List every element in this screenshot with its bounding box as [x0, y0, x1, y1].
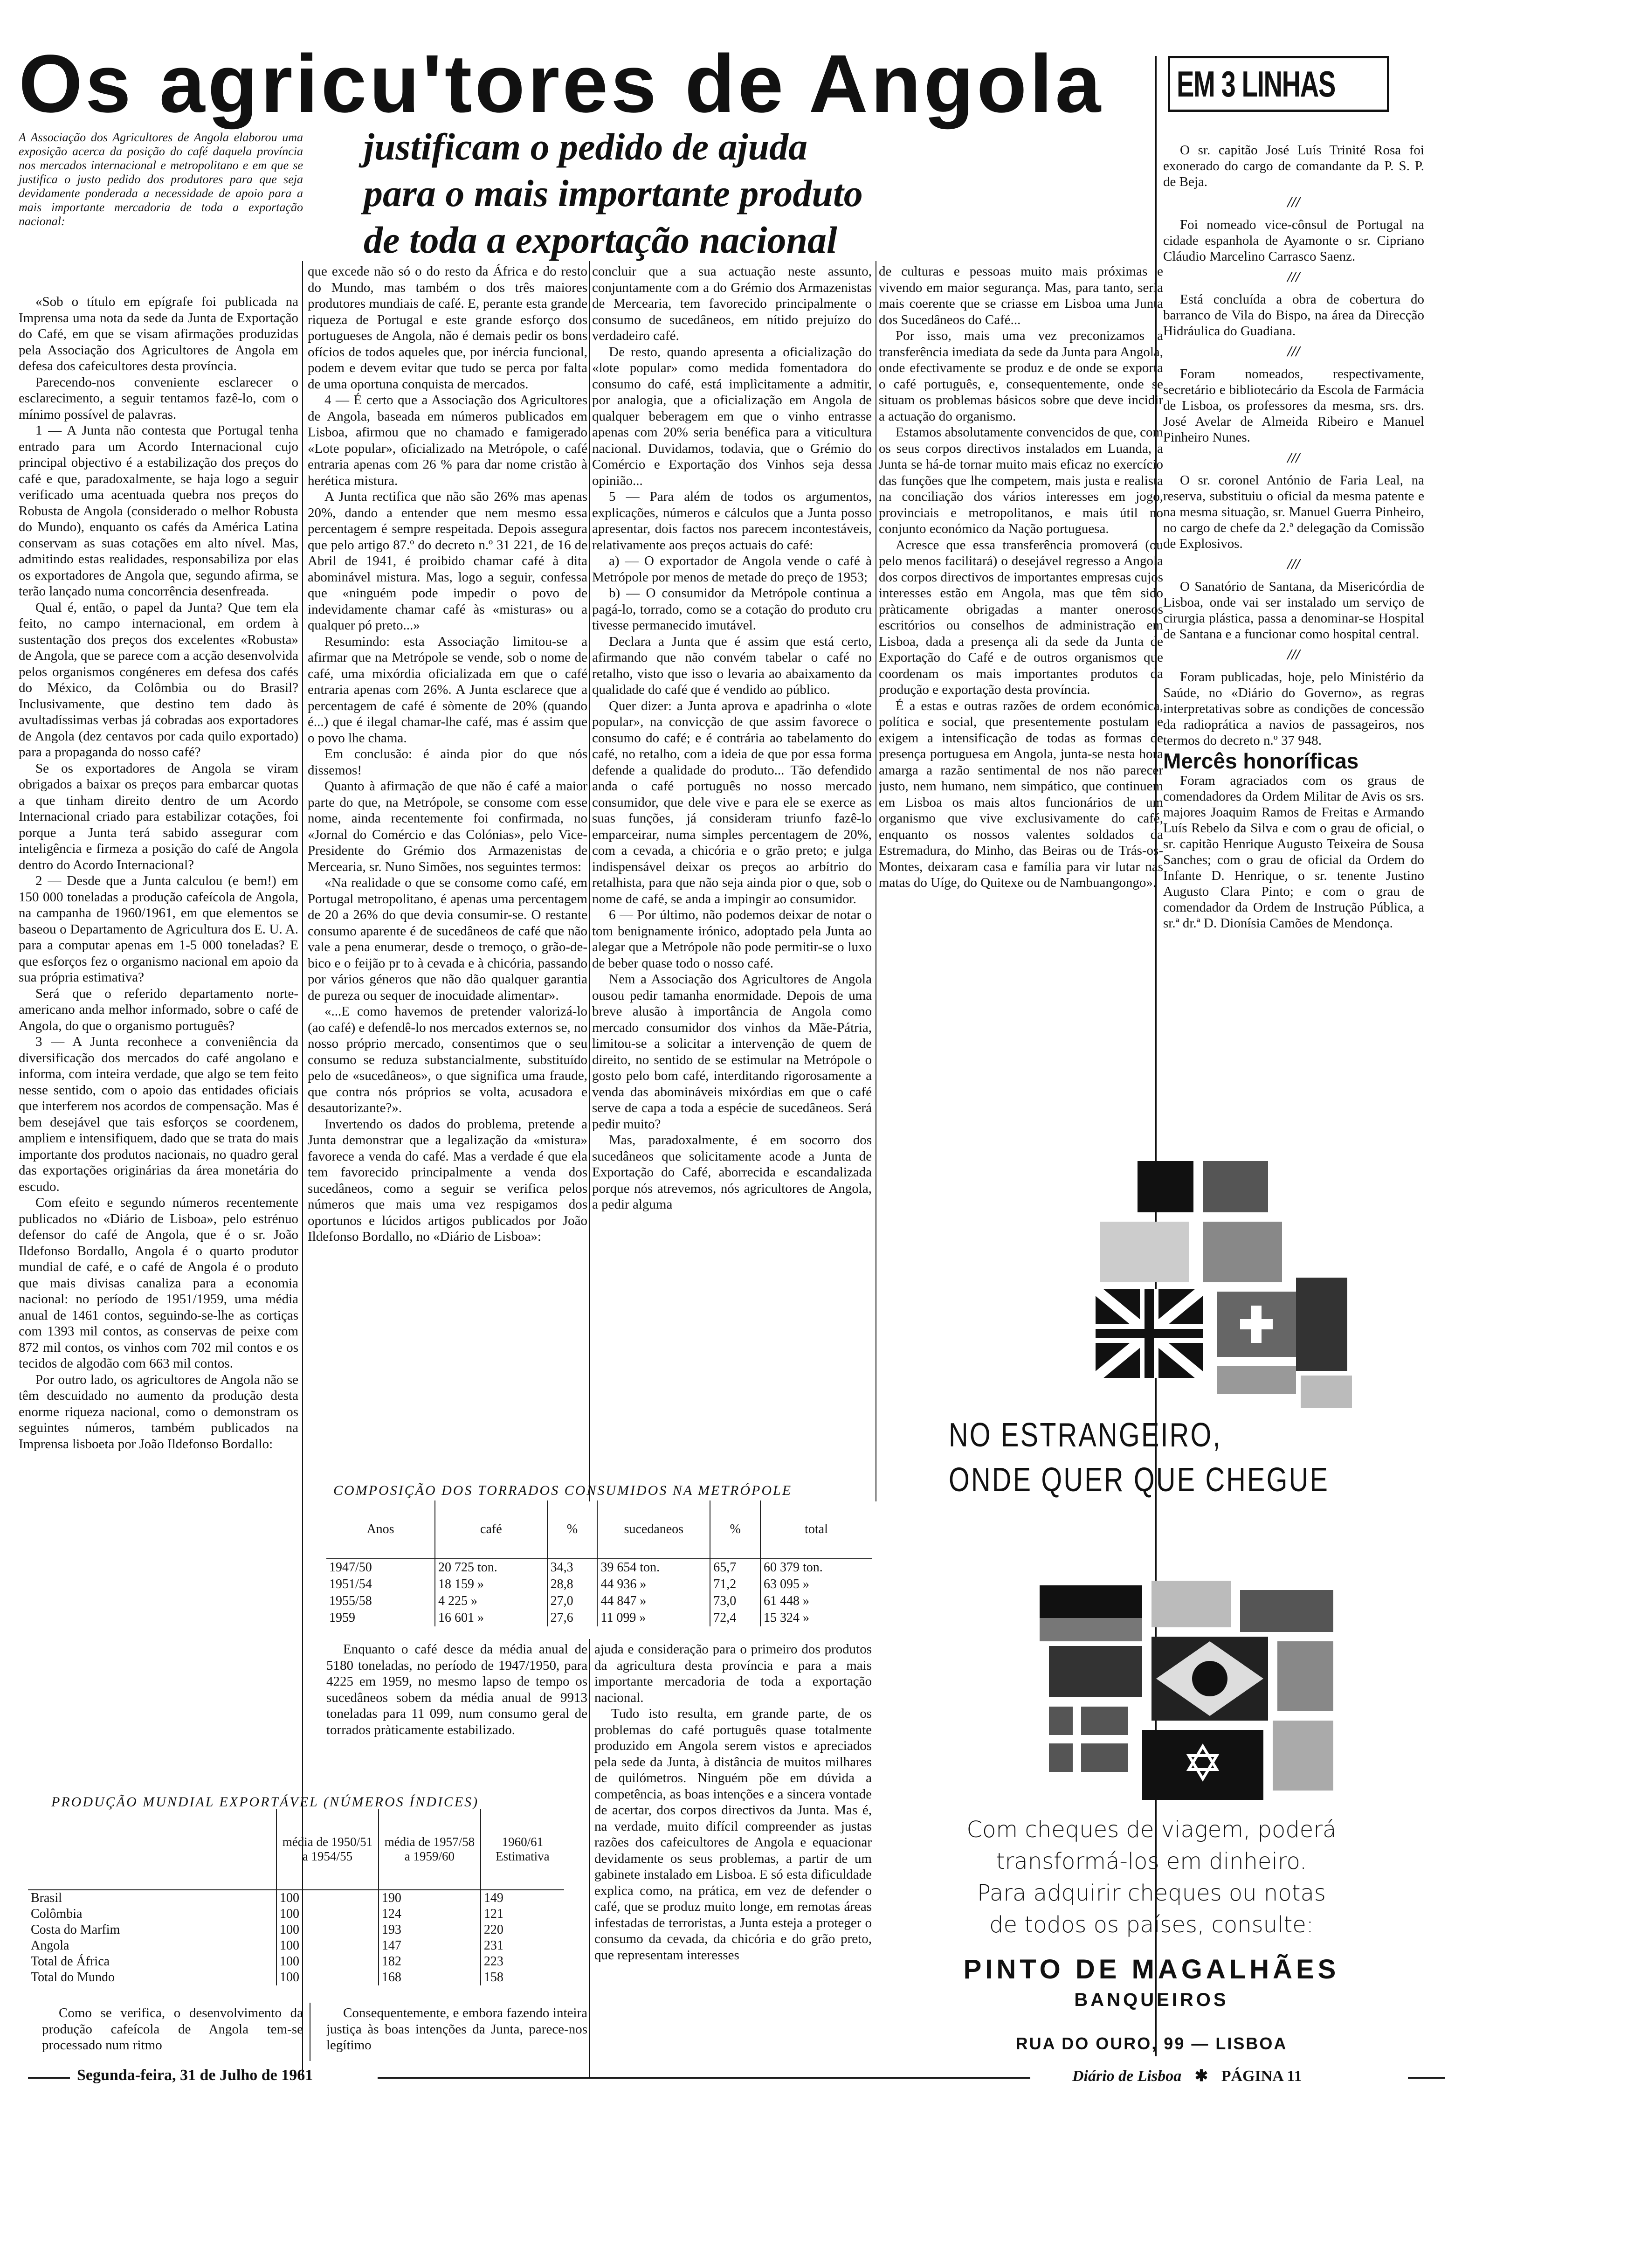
- paragraph: Como se verifica, o desenvolvimento da produção cafeícola de Angola tem-se processado num ritmo: [42, 2005, 303, 2053]
- table-header: média de 1957/58 a 1959/60: [379, 1809, 481, 1890]
- cell: 4 225 »: [435, 1593, 547, 1610]
- paragraph: «Sob o título em epígrafe foi publicada na Imprensa uma nota da sede da Junta de Exportação do Café, em que se visam afirmações produzidas pela Associação dos Agricultores de Angola em defesa dos cafeicultores desta província.: [19, 294, 298, 373]
- cell: 28,8: [547, 1576, 598, 1593]
- paragraph: 2 — Desde que a Junta calculou (e bem!) em 150 000 toneladas a produção cafeícola de Angola, na campanha de 1960/1961, em que elementos se baseou o Departamento de Agricultura dos E. U. A. para a computar apenas em 1-5 000 toneladas? E que esforços fez o organismo nacional em apoio da sua própria estimativa?: [19, 873, 298, 985]
- column-rule: [589, 1639, 590, 2077]
- separator: ///: [1287, 194, 1300, 210]
- subheadline-line-3: de toda a exportação nacional: [364, 219, 837, 261]
- paragraph: De resto, quando apresenta a oficialização do «lote popular» como medida fomentadora do consumo do café, está implìcitamente a admitir, por analogia, que a oficialização em Angola de qualquer beberagem em que o vinho entrasse apenas com 20% seria benéfica para a viticultura nacional. Duvidamos, todavia, que o Grémio do Comércio e Exportação dos Vinhos seja dessa opinião...: [592, 344, 872, 488]
- paragraph: É a estas e outras razões de ordem económica, política e social, que presentemente postulam e exigem a intensificação de todas as formas de presença portuguesa em Angola, junta-se nesta hora amarga a razão sentimental de nos não parecer justo, nem humano, nem simpático, que continuem em Lisboa os mais altos funcionários de um organismo que vive exclusivamente do café, enquanto os nossos valentes soldados da Estremadura, do Minho, das Beiras ou de Trás-os-Montes, deixaram casa e família para vir lutar nas matas do Uíge, do Quitexe ou de Nambuangongo».: [879, 698, 1163, 890]
- column-rule: [589, 261, 590, 1501]
- paragraph: Quer dizer: a Junta aprova e apadrinha o «lote popular», na convicção de que assim favorece o consumo do café; e é contrária ao tabelamento do café, no retalho, com a ideia de que por essa forma defende a qualidade do produto... Tão defendido anda o café português no nosso mercado consumidor, que dele vive e para ele se exerce as suas funções, já consideram triunfo fazê-lo emparceirar, numa simples percentagem de 20%, com a cevada, a chicória e o grão preto; e julga indispensável deixar os preços ao arbítrio do retalhista, para que não seja ainda pior o que, sob o nome de café, se anda a impingir ao consumidor.: [592, 698, 872, 906]
- ad-body: [942, 1814, 1361, 1941]
- cell: 1947/50: [329, 1560, 372, 1575]
- em3linhas-title: EM 3 LINHAS: [1177, 63, 1335, 104]
- headline: Os agricu'tores de Angola: [19, 38, 1104, 130]
- cell: 124: [379, 1906, 481, 1922]
- cell: 182: [379, 1954, 481, 1970]
- em3linhas-briefs: [1163, 142, 1424, 931]
- merces-text: Foram agraciados com os graus de comendadores da Ordem Militar de Avis os srs. majores Joaquim Ramos de Freitas e Armando Luís Rebelo da Silva e com o grau de oficial, o sr. capitão Henrique Augusto Teixeira de Sousa Sanches; com o grau de oficial da Ordem do Infante D. Henrique, o sr. tenente Justino Augusto Clara Pinto; e com o grau de comendador da Ordem de Instrução Pública, a sr.ª dr.ª D. Dionísia Camões de Mendonça.: [1163, 773, 1424, 931]
- paragraph: A Junta rectifica que não são 26% mas apenas 20%, dando a entender que nem mesmo essa percentagem é sempre respeitada. Depois assegura que pelo artigo 87.º do decreto n.º 31 221, de 16 de Abril de 1941, é proibido chamar café à dita abominável mistura. Mas, logo a seguir, confessa que «ninguém pode impedir o povo de indevidamente chamar café às «misturas» ou a qualquer pó preto...»: [308, 489, 587, 633]
- em3linhas-box: [1168, 56, 1389, 112]
- cell: 100: [276, 1890, 379, 1906]
- subheadline: [364, 124, 1156, 263]
- cell: 1951/54: [329, 1577, 372, 1591]
- cell: 1959: [329, 1611, 355, 1625]
- table2: [28, 1809, 564, 1985]
- paragraph: Qual é, então, o papel da Junta? Que tem ela feito, no campo internacional, em ordem à sustentação dos preços dos excelentes «Robusta» de Angola, que se parece com a acção desenvolvida pelos organismos congéneres em defesa dos cafés do México, da Colômbia ou do Brasil? Inclusivamente, que destino tem dado às avultadíssimas verbas já cobradas aos exportadores de Angola (dez centavos por cada quilo exportado) para a propaganda do nosso café?: [19, 600, 298, 760]
- table-row: [28, 1906, 564, 1922]
- brief-item: O Sanatório de Santana, da Misericórdia de Lisboa, onde vai ser instalado um serviço de cirurgia plástica, passa a denominar-se Hospital de Santana e a funcionar como hospital central.: [1163, 579, 1424, 642]
- cell: 100: [276, 1954, 379, 1970]
- table-header: %: [547, 1500, 598, 1559]
- cell: 20 725 ton.: [435, 1559, 547, 1576]
- paragraph: Se os exportadores de Angola se viram obrigados a baixar os preços para embarcar quotas a que tinham direito dentro de um Acordo Internacional criado para estabilizar cotações, foi porque a Junta terá sabido assegurar com inteligência e firmeza a posição do café de Angola dentro do Acordo Internacional?: [19, 761, 298, 872]
- cell: 65,7: [710, 1559, 760, 1576]
- ad-address: RUA DO OURO, 99 — LISBOA: [1015, 2034, 1288, 2053]
- table1-title: COMPOSIÇÃO DOS TORRADOS CONSUMIDOS NA METRÓPOLE: [333, 1483, 793, 1498]
- brief-item: Foi nomeado vice-cônsul de Portugal na cidade espanhola de Ayamonte o sr. Cipriano Cláudio Marcelino Carrasco Saenz.: [1163, 217, 1424, 264]
- separator: ///: [1287, 449, 1300, 466]
- paragraph: Consequentemente, e embora fazendo inteira justiça às boas intenções da Junta, parece-nos legítimo: [326, 2005, 587, 2053]
- table-row: [28, 1970, 564, 1985]
- paragraph: 1 — A Junta não contesta que Portugal tenha entrado para um Acordo Internacional cujo principal objectivo é a estabilização dos preços do café e que, paradoxalmente, se haja logo a seguir verificado uma acentuada quebra nos preços do Robusta de Angola (considerado o melhor Robusta do Mundo), enquanto os cafés da América Latina conservam as suas cotações em alto nível. Mas, admitindo estas realidades, responsabiliza por elas os exportadores de Angola que, segundo afirma, se terão lançado numa concorrência desenfreada.: [19, 423, 298, 599]
- paragraph: Resumindo: esta Associação limitou-se a afirmar que na Metrópole se vende, sob o nome de café, uma mixórdia oficializada em que o café entraria apenas com 26%. A Junta esclarece que a percentagem de café é sòmente de 20% (quando é...) que é ilegal chamar-lhe café, mas é assim que o povo lhe chama.: [308, 634, 587, 746]
- paragraph: ajuda e consideração para o primeiro dos produtos da agricultura desta província e para a mais importante mercadoria de toda a exportação nacional.: [594, 1642, 872, 1705]
- table-row: [28, 1890, 564, 1906]
- cell: 100: [276, 1922, 379, 1938]
- table1: [326, 1500, 872, 1626]
- paragraph: Com efeito e segundo números recentemente publicados no «Diário de Lisboa», pelo estrénuo defensor do café de Angola, que é o sr. João Ildefonso Bordallo, Angola é o quarto produtor mundial de café, e o café de Angola é o produto que mais divisas canaliza para a economia nacional: no período de 1951/1959, uma média anual de 1461 contos, seguindo-se-lhe as cortiças com 1393 mil contos, as conservas de peixe com 872 mil contos, os vinhos com 702 mil contos e os tecidos de algodão com 663 mil contos.: [19, 1195, 298, 1371]
- paragraph: a) — O exportador de Angola vende o café à Metrópole por menos de metade do preço de 1953;: [592, 553, 872, 585]
- brief-item: Foram publicadas, hoje, pelo Ministério da Saúde, no «Diário do Governo», as regras interpretativas sobre as condições de concessão da radioprática a navios de passageiros, nos termos do decreto n.º 37 948.: [1163, 670, 1424, 748]
- paragraph: Parecendo-nos conveniente esclarecer o esclarecimento, a seguir tentamos fazê-lo, com o mínimo possível de palavras.: [19, 374, 298, 422]
- table-header: 1960/61 Estimativa: [481, 1809, 564, 1890]
- cell: 11 099 »: [597, 1610, 710, 1626]
- paragraph: Em conclusão: é ainda pior do que nós dissemos!: [308, 747, 587, 778]
- footer-paper-name: Diário de Lisboa: [1072, 2067, 1182, 2085]
- ad-brand-sub: BANQUEIROS: [1074, 1990, 1229, 2010]
- separator: ///: [1287, 268, 1300, 285]
- footer-rule: [1408, 2077, 1445, 2079]
- table-header: total: [760, 1500, 872, 1559]
- table-row: [28, 1938, 564, 1954]
- cell: 63 095 »: [760, 1576, 872, 1593]
- lead-paragraph: A Associação dos Agricultores de Angola elaborou uma exposição acerca da posição do café daquela província nos mercados internacional e metropolitano e em que se justifica o justo pedido dos produtores para que seja devidamente ponderada a necessidade de apoio para a mais importante mercadoria de toda a exportação nacional:: [19, 131, 303, 228]
- cell: 147: [379, 1938, 481, 1954]
- brief-item: Está concluída a obra de cobertura do barranco de Vila do Bispo, na área da Direcção Hidráulica do Guadiana.: [1163, 292, 1424, 339]
- cell: 231: [481, 1938, 564, 1954]
- cell: 39 654 ton.: [597, 1559, 710, 1576]
- cell: 121: [481, 1906, 564, 1922]
- separator: ///: [1287, 555, 1300, 572]
- table-row: [326, 1559, 872, 1576]
- ad-headline-line-1: NO ESTRANGEIRO,: [949, 1417, 1222, 1454]
- paragraph: Mas, paradoxalmente, é em socorro dos sucedâneos que solicitamente acode a Junta de Exportação do Café, aborrecida e escandalizada porque nós atrevemos, nós agricultores de Angola, a pedir alguma: [592, 1133, 872, 1212]
- separator: ///: [1287, 646, 1300, 663]
- table-row: [326, 1576, 872, 1593]
- footer-page-number: PÁGINA 11: [1221, 2067, 1302, 2085]
- brief-item: O sr. capitão José Luís Trinité Rosa foi exonerado do cargo de comandante da P. S. P. de Beja.: [1163, 143, 1424, 189]
- ad-brand: PINTO DE MAGALHÃES: [963, 1954, 1340, 1984]
- paragraph: Nem a Associação dos Agricultores de Angola ousou pedir tamanha enormidade. Depois de uma breve alusão à importância de Angola como mercado consumidor dos vinhos da Mãe-Pátria, limitou-se a solicitar a intervenção de quem de direito, no sentido de se estimular na Metrópole o gosto pelo bom café, interditando rigorosamente a venda das abomináveis mixórdias em que o café serve de capa a toda a espécie de sucedâneos. Será pedir muito?: [592, 972, 872, 1132]
- advertisement: [942, 1152, 1361, 1893]
- cell: Costa do Marfim: [31, 1922, 120, 1937]
- cell: 27,0: [547, 1593, 598, 1610]
- quote: «Na realidade o que se consome como café, em Portugal metropolitano, é apenas uma percentagem de 20 a 26% do que devia consumir-se. O restante consumo aparente é de sucedâneos de café que não vale a pena enumerar, desde o tremoço, o grão-de-bico e o feijão pr to à cevada e à chicória, passando por vários géneros que não dão qualquer garantia de pureza ou sequer de inocuidade alimentar».: [308, 875, 587, 1003]
- paragraph: Declara a Junta que é assim que está certo, afirmando que não convém tabelar o café no retalho, visto que isso o levaria ao abaixamento da qualidade do café que é vendido ao público.: [592, 634, 872, 697]
- cell: 100: [276, 1938, 379, 1954]
- article-column-3-continued: [594, 1641, 872, 2080]
- cell: 220: [481, 1922, 564, 1938]
- cell: 73,0: [710, 1593, 760, 1610]
- cell: Brasil: [31, 1891, 62, 1905]
- table2-title: PRODUÇÃO MUNDIAL EXPORTÁVEL (NÚMEROS ÍNDICES): [51, 1794, 479, 1810]
- ad-body-line: de todos os países, consulte:: [989, 1912, 1314, 1938]
- cell: 223: [481, 1954, 564, 1970]
- cell: 44 847 »: [597, 1593, 710, 1610]
- table-header: café: [435, 1500, 547, 1559]
- quote: «...E como havemos de pretender valorizá-lo (ao café) e defendê-lo nos mercados externos se, no nosso próprio mercado, consentimos que o seu consumo se reduza substancialmente, substituído pelo de «sucedâneos», o que significa uma fraude, que contra nós próprios se volta, acusadora e desautorizante?».: [308, 1004, 587, 1115]
- paragraph: Invertendo os dados do problema, pretende a Junta demonstrar que a legalização da «mistura» favorece a venda do café. Mas a verdade é que ela tem favorecido principalmente a venda dos sucedâneos, como a seguir se verifica pelos números que mais uma vez respigamos dos oportunos e lúcidos artigos publicados por João Ildefonso Bordallo, no «Diário de Lisboa»:: [308, 1116, 587, 1244]
- table-row: [28, 1954, 564, 1970]
- paragraph: Por isso, mais uma vez preconizamos a transferência imediata da sede da Junta para Angola, onde efectivamente se produz e de onde se exporta o café português, e, consequentemente, onde se situam os problemas básicos sobre que deve incidir a actuação do organismo.: [879, 328, 1163, 424]
- subheadline-line-1: justificam o pedido de ajuda: [364, 125, 808, 168]
- table-header: %: [710, 1500, 760, 1559]
- cell: 71,2: [710, 1576, 760, 1593]
- footer-rule: [28, 2077, 70, 2079]
- paragraph: 5 — Para além de todos os argumentos, explicações, números e cálculos que a Junta posso apresentar, dois factos nos parecem incontestáveis, relativamente aos preços actuais do café:: [592, 489, 872, 553]
- paragraph: concluir que a sua actuação neste assunto, conjuntamente com a do Grémio dos Armazenistas de Mercearia, tem favorecido principalmente o consumo de sucedâneos, em nítido prejuízo do verdadeiro café.: [592, 264, 872, 343]
- cell: 1955/58: [329, 1594, 372, 1608]
- paragraph: Enquanto o café desce da média anual de 5180 toneladas, no período de 1947/1950, para 4225 em 1959, no mesmo lapso de tempo os sucedâneos sobem da média anual de 9913 toneladas para 11 099, num consumo geral de torrados pràticamente estabilizado.: [326, 1642, 587, 1737]
- table-row: [28, 1922, 564, 1938]
- ad-body-line: Para adquirir cheques ou notas: [977, 1880, 1326, 1906]
- cell: 193: [379, 1922, 481, 1938]
- paragraph: 3 — A Junta reconhece a conveniência da diversificação dos mercados do café angolano e informa, com inteira verdade, que algo se tem feito nesse sentido, com o apoio das entidades oficiais que interferem nos acordos de compensação. Mas é bem desejável que tais esforços se coordenem, ampliem e intensifiquem, dado que se trata do mais importante dos produtos nacionais, no quadro geral das exportações originárias da área monetária do escudo.: [19, 1034, 298, 1194]
- article-column-3: [592, 263, 872, 1492]
- cell: 149: [481, 1890, 564, 1906]
- paragraph: Quanto à afirmação de que não é café a maior parte do que, na Metrópole, se consome com esse nome, ainda recentemente foi confirmada, no «Jornal do Comércio e das Colónias», pelo Vice-Presidente do Grémio dos Armazenistas de Mercearia, sr. Nuno Simões, nos seguintes termos:: [308, 779, 587, 874]
- ad-body-line: Com cheques de viagem, poderá: [966, 1817, 1337, 1843]
- paragraph: Acresce que essa transferência promoverá (ou pelo menos facilitará) o desejável regresso a Angola dos corpos directivos de importantes empresas cujos interesses estão em Angola, mas que têm sido pràticamente obrigadas a manter onerosos escritórios ou conselhos de administração em Lisboa, dada a presença ali da sede da Junta de Exportação do Café e de outros organismos que coordenam os mais importantes produtos da produção e exportação desta província.: [879, 537, 1163, 697]
- ad-body-line: transformá-los em dinheiro.: [996, 1848, 1307, 1874]
- paragraph: Tudo isto resulta, em grande parte, de os problemas do café português quase totalmente produzido em Angola serem vistos e apreciados pela sede da Junta, à distância de muitos milhares de quilómetros. Ninguém põe em dúvida a competência, as boas intenções e a sincera vontade de acertar, dos corpos directivos da Junta. Mas é, na verdade, muito difícil compreender as justas razões dos cafeicultores de Angola e equacionar devidamente os seus problemas, a partir de um gabinete instalado em Lisboa. E só esta dificuldade explica como, na prática, em vez de defender o café, que se produz muito longe, em remotas áreas infestadas de terroristas, a Junta esteja a proteger o consumo da cevada, da chicória e do grão preto, que representam interesses: [594, 1706, 872, 1963]
- cell: 72,4: [710, 1610, 760, 1626]
- cell: 15 324 »: [760, 1610, 872, 1626]
- paragraph: de culturas e pessoas muito mais próximas e vivendo em maior segurança. Mas, para tanto, seria mais coerente que se criasse em Lisboa uma Junta dos Sucedâneos do Café...: [879, 264, 1163, 327]
- ad-headline: [949, 1413, 1329, 1502]
- separator: ///: [1287, 343, 1300, 360]
- article-column-2: [308, 263, 587, 1504]
- paragraph: que excede não só o do resto da África e do resto do Mundo, mas também o dos três maiores produtores mundiais de café. E, perante esta grande riqueza de Portugal e este grande esforço dos portugueses de Angola, não é demais pedir os bons ofícios de todos aqueles que, por inércia funcional, podem e devem evitar que tudo se perca por falta de uma oportuna conquista de mercados.: [308, 264, 587, 392]
- footer-date: Segunda-feira, 31 de Julho de 1961: [77, 2067, 313, 2084]
- brief-item: Foram nomeados, respectivamente, secretário e bibliotecário da Escola de Farmácia de Lisboa, os professores da mesma, srs. drs. José Avelar de Almeida Ribeiro e Manuel Pinheiro Nunes.: [1163, 366, 1424, 445]
- star-icon: ✱: [1194, 2067, 1208, 2085]
- paragraph: 6 — Por último, não podemos deixar de notar o tom benignamente irónico, adoptado pela Junta ao alegar que a Metrópole não pode permitir-se o luxo de beber quase todo o nosso café.: [592, 907, 872, 971]
- table-row: [326, 1610, 872, 1626]
- table-header: Anos: [326, 1500, 435, 1559]
- paragraph: 4 — É certo que a Associação dos Agricultores de Angola, baseada em números publicados em Lisboa, afirmou que no chamado e famigerado «Lote popular», oficializado na Metrópole, o café entraria apenas com 26 % para dar nome cristão à herética mistura.: [308, 393, 587, 488]
- article-column-1-end: [42, 2005, 303, 2061]
- ad-headline-line-2: ONDE QUER QUE CHEGUE: [949, 1461, 1330, 1499]
- cell: Angola: [31, 1938, 69, 1953]
- cell: 44 936 »: [597, 1576, 710, 1593]
- footer-rule: [378, 2077, 1030, 2079]
- table-header: [28, 1809, 276, 1890]
- cell: Colômbia: [31, 1907, 83, 1921]
- table-header: média de 1950/51 a 1954/55: [276, 1809, 379, 1890]
- cell: 61 448 »: [760, 1593, 872, 1610]
- cell: 168: [379, 1970, 481, 1985]
- ad-brand-block: [942, 1954, 1361, 2054]
- cell: Total de África: [31, 1954, 110, 1969]
- cell: 158: [481, 1970, 564, 1985]
- cell: 100: [276, 1970, 379, 1985]
- cell: 60 379 ton.: [760, 1559, 872, 1576]
- paragraph: Será que o referido departamento norte-americano anda melhor informado, sobre o café de Angola, do que o organismo português?: [19, 986, 298, 1033]
- paragraph: Por outro lado, os agricultores de Angola não se têm descuidado no aumento da produção desta enorme riqueza nacional, como o demonstram os seguintes números, também publicados na Imprensa lisboeta por João Ildefonso Bordallo:: [19, 1372, 298, 1452]
- cell: 16 601 »: [435, 1610, 547, 1626]
- cell: 190: [379, 1890, 481, 1906]
- paragraph: Estamos absolutamente convencidos de que, com os seus corpos directivos instalados em Luanda, a Junta se há-de tornar muito mais eficaz no exercício das funções que lhe competem, mais justa e realista na conciliação dos vários interesses em jogo, provinciais e metropolitanos, e mais útil no conjunto económico da Nação portuguesa.: [879, 425, 1163, 536]
- table-row: [326, 1593, 872, 1610]
- cell: 34,3: [547, 1559, 598, 1576]
- table-header: sucedaneos: [597, 1500, 710, 1559]
- cell: Total do Mundo: [31, 1970, 115, 1984]
- footer-page: [1072, 2067, 1302, 2085]
- merces-title: Mercês honoríficas: [1163, 749, 1359, 773]
- flags-graphic: [942, 1152, 1361, 1893]
- subheadline-line-2: para o mais importante produto: [364, 172, 863, 214]
- cell: 18 159 »: [435, 1576, 547, 1593]
- cell: 100: [276, 1906, 379, 1922]
- paragraph: b) — O consumidor da Metrópole continua a pagá-lo, torrado, como se a cotação do produto cru tivesse permanecido imutável.: [592, 586, 872, 633]
- cell: 27,6: [547, 1610, 598, 1626]
- article-column-2-end: [326, 2005, 587, 2061]
- brief-item: O sr. coronel António de Faria Leal, na reserva, substituiu o oficial da mesma patente e na mesma situação, sr. Manuel Guerra Pinheiro, no cargo de chefe da 2.ª delegação da Comissão de Explosivos.: [1163, 473, 1424, 551]
